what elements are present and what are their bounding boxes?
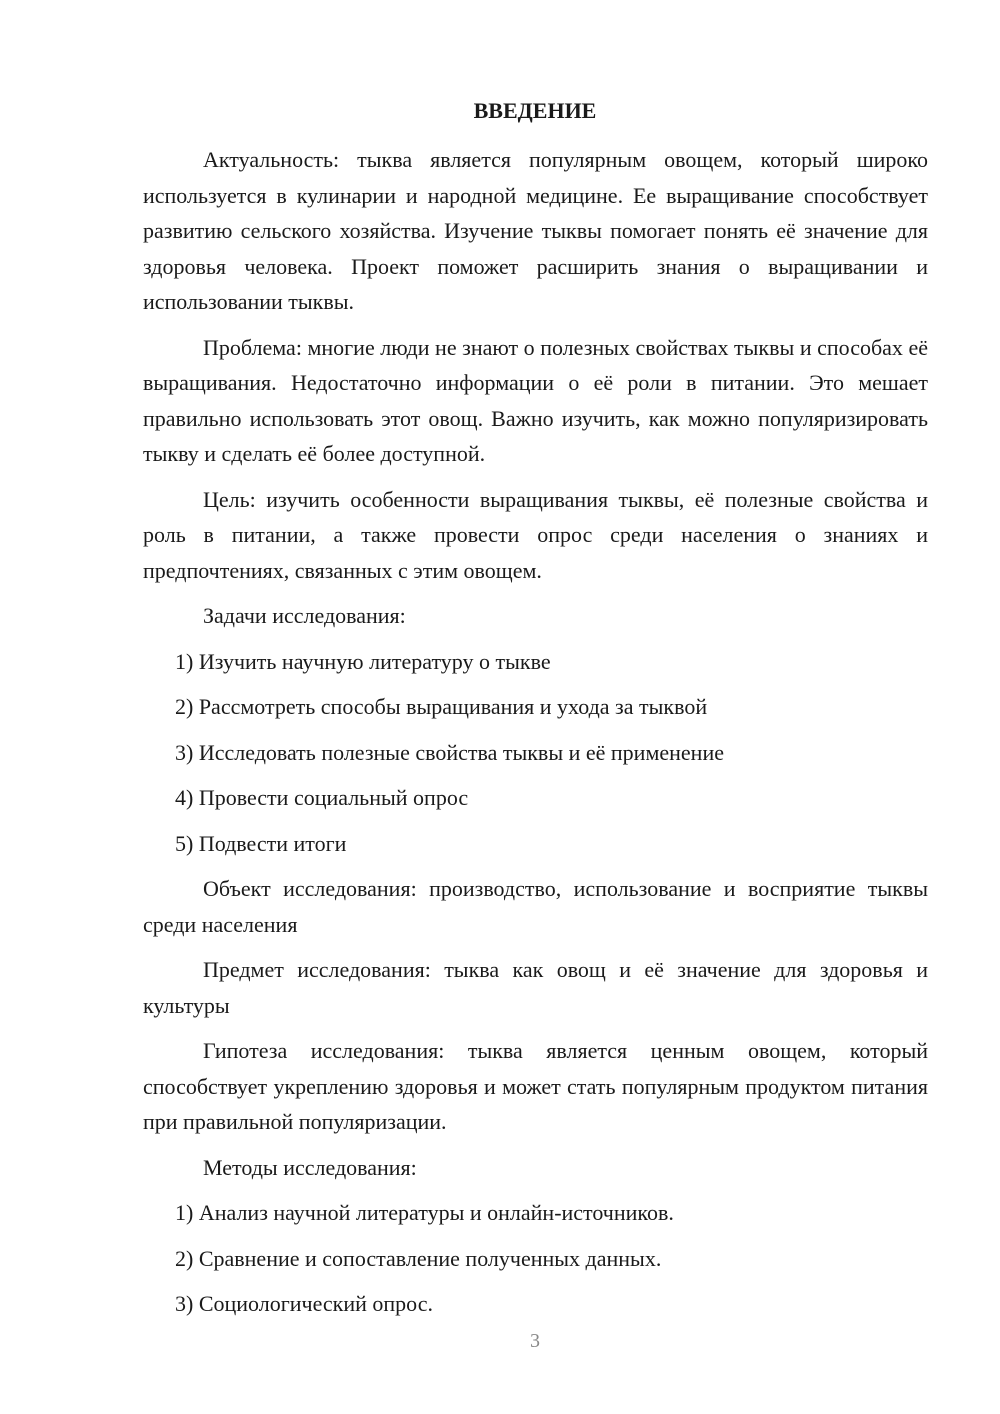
document-body	[143, 142, 928, 1332]
list-item-task: 1) Изучить научную литературу о тыкве	[175, 648, 551, 674]
object-paragraph: Объект исследования: производство, использование и восприятие тыквы среди населения	[143, 876, 928, 937]
list-item-method: 1) Анализ научной литературы и онлайн-источников.	[175, 1200, 674, 1225]
methods-heading: Методы исследования:	[203, 1154, 417, 1180]
list-item-task: 2) Рассмотреть способы выращивания и ухода за тыквой	[175, 694, 708, 719]
tasks-heading: Задачи исследования:	[203, 603, 406, 628]
subject-paragraph: Предмет исследования: тыква как овощ и её значение для здоровья и культуры	[143, 957, 928, 1018]
goal-paragraph: Цель: изучить особенности выращивания тыквы, её полезные свойства и роль в питании, а также провести опрос среди населения о знаниях и предпочтениях, связанных с этим овощем.	[143, 486, 928, 583]
relevance-paragraph: Актуальность: тыква является популярным овощем, который широко используется в кулинарии и народной медицине. Ее выращивание способствует развитию сельского хозяйства. Изучение тыквы помогает понять её значение для здоровья человека. Проект поможет расширить знания о выращивании и использовании тыквы.	[143, 147, 928, 314]
list-item-task: 5) Подвести итоги	[175, 830, 347, 856]
list-item-method: 3) Социологический опрос.	[175, 1291, 433, 1316]
list-item-task: 4) Провести социальный опрос	[175, 785, 469, 810]
hypothesis-paragraph: Гипотеза исследования: тыква является ценным овощем, который способствует укреплению здоровья и может стать популярным продуктом питания при правильной популяризации.	[143, 1038, 928, 1134]
list-item-method: 2) Сравнение и сопоставление полученных данных.	[175, 1245, 662, 1271]
list-item-task: 3) Исследовать полезные свойства тыквы и её применение	[175, 739, 724, 765]
page-title: ВВЕДЕНИЕ	[473, 98, 597, 123]
problem-paragraph: Проблема: многие люди не знают о полезных свойствах тыквы и способах её выращивания. Недостаточно информации о её роли в питании. Это мешает правильно использовать этот овощ. Важно изучить, как можно популяризировать тыкву и сделать её более доступной.	[143, 334, 928, 466]
page-number: 3	[530, 1330, 540, 1352]
